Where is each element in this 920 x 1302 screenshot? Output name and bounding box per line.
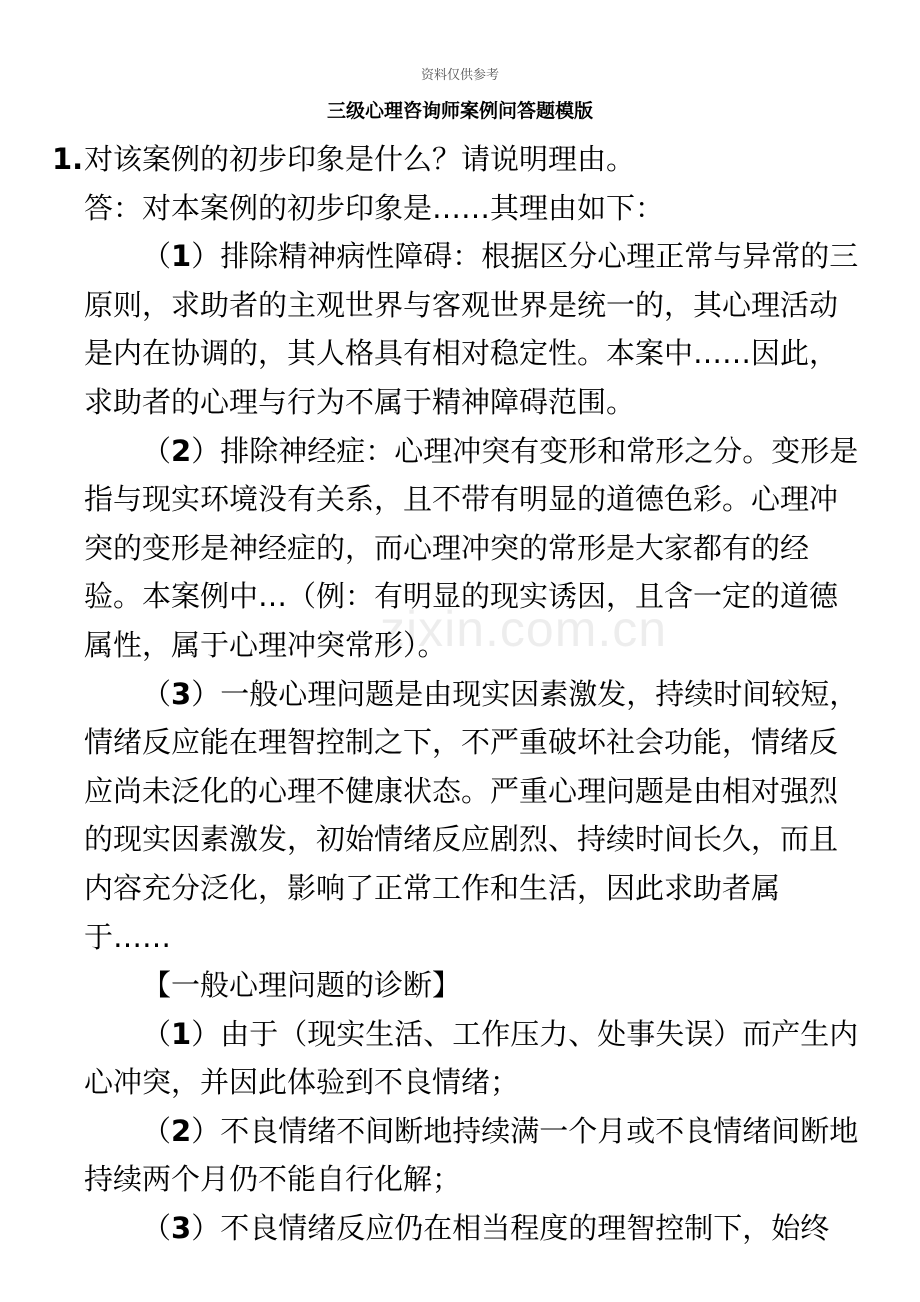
diagnosis-heading: 【一般心理问题的诊断】 (142, 968, 462, 1003)
diagnosis-point-1 (84, 1010, 866, 1107)
header-note: 资料仅供参考 (420, 68, 499, 83)
point-open-paren: （ (142, 676, 172, 711)
document-title: 三级心理咨询师案例问答题模版 (326, 100, 593, 122)
point-open-paren: （ (142, 1113, 172, 1148)
point-open-paren: （ (142, 1016, 172, 1051)
point-text: ）一般心理问题是由现实因素激发，持续时间较短，情绪反应能在理智控制之下，不严重破坏社会功能，情绪反应尚未泛化的心理不健康状态。严重心理问题是由相对强烈的现实因素激发，初始情绪反应剧烈、持续时间长久，而且内容充分泛化，影响了正常工作和生活，因此求助者属于…… (84, 676, 859, 954)
point-number: 1 (171, 1016, 192, 1051)
point-number: 2 (171, 1113, 192, 1148)
point-number: 3 (171, 676, 192, 711)
point-number: 3 (171, 1211, 192, 1246)
diagnosis-point-2 (84, 1107, 866, 1204)
point-text: ）不良情绪不间断地持续满一个月或不良情绪间断地持续两个月仍不能自行化解； (84, 1113, 859, 1197)
answer-point-1 (84, 232, 866, 426)
answer-intro: 答：对本案例的初步印象是……其理由如下： (84, 190, 665, 225)
question-line (52, 135, 866, 184)
watermark: zixin.com.cn (380, 601, 668, 657)
question-number: 1. (52, 142, 84, 176)
point-text: ）排除精神病性障碍：根据区分心理正常与异常的三原则，求助者的主观世界与客观世界是统一的，其心理活动是内在协调的，其人格具有相对稳定性。本案中……因此，求助者的心理与行为不属于精神障碍范围。 (84, 239, 859, 419)
point-text: ）不良情绪反应仍在相当程度的理智控制下，始终 (191, 1211, 830, 1246)
document-body (52, 135, 866, 1253)
point-number: 2 (171, 433, 192, 468)
question-text: 对该案例的初步印象是什么？请说明理由。 (84, 142, 636, 176)
point-open-paren: （ (142, 433, 172, 468)
diagnosis-point-3 (84, 1204, 866, 1253)
point-text: ）排除神经症：心理冲突有变形和常形之分。变形是指与现实环境没有关系，且不带有明显的道德色彩。心理冲突的变形是神经症的，而心理冲突的常形是大家都有的经验。本案例中…（例：有明显的现实诱因，且含一定的道德属性，属于心理冲突常形）。 (84, 433, 859, 662)
point-open-paren: （ (142, 1211, 172, 1246)
point-text: ）由于（现实生活、工作压力、处事失误）而产生内心冲突，并因此体验到不良情绪； (84, 1016, 859, 1100)
point-number: 1 (171, 239, 192, 274)
answer-point-3 (84, 670, 866, 962)
point-open-paren: （ (142, 239, 172, 274)
